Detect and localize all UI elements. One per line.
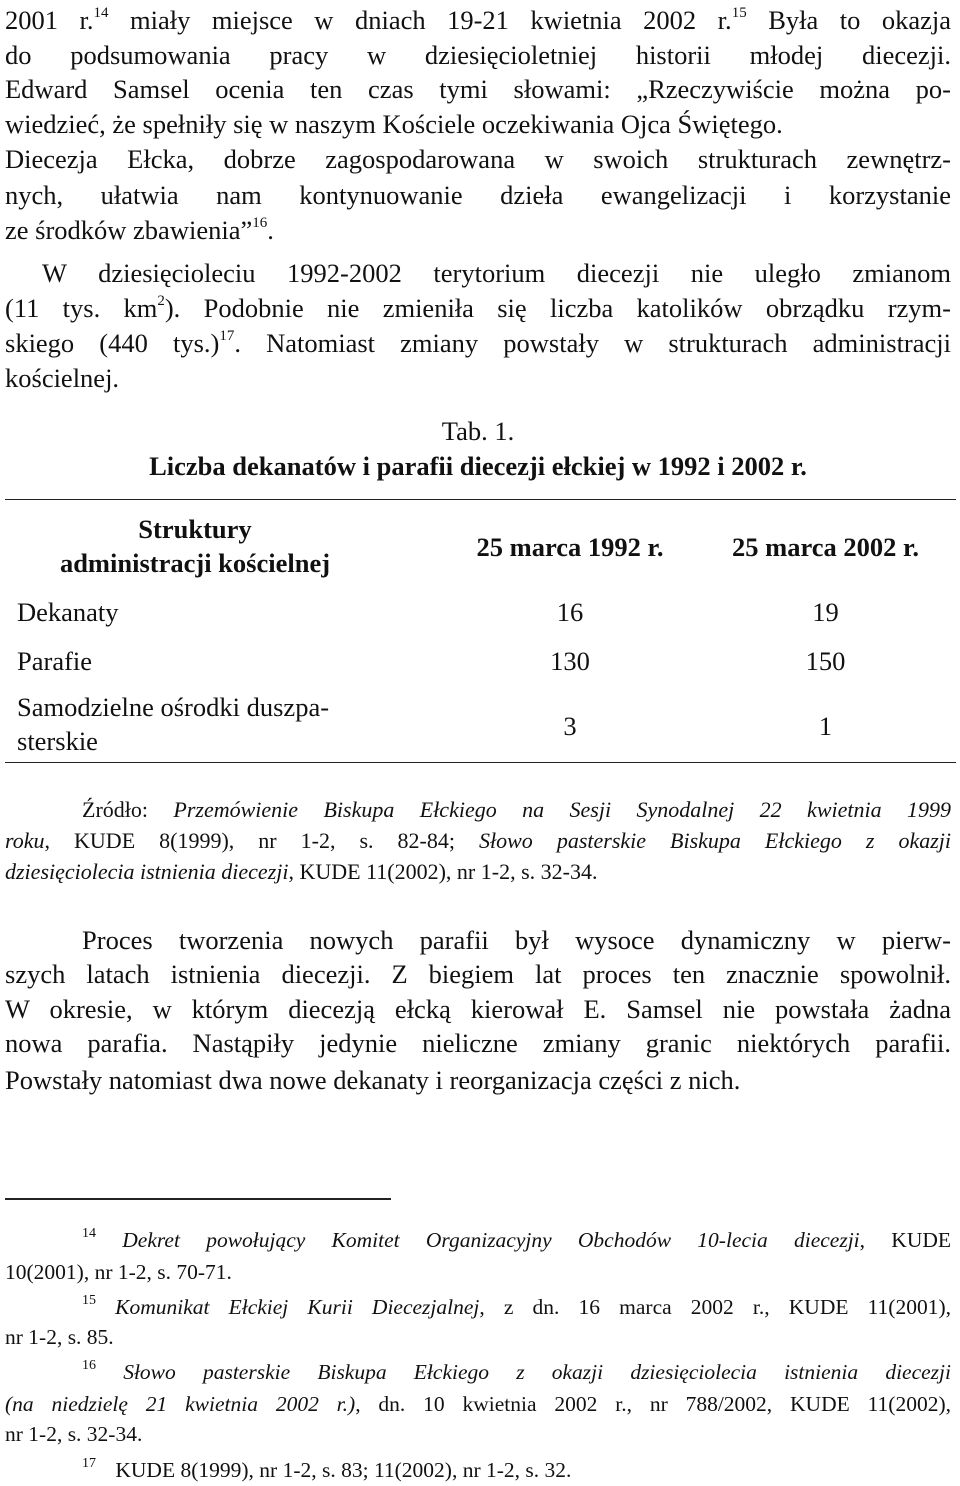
table-header-structures: Struktury administracji kościelnej (59, 514, 331, 578)
footnote-ref[interactable]: 16 (252, 215, 268, 231)
footnote-14-cont: 10(2001), nr 1-2, s. 70-71. (5, 1260, 232, 1284)
table-cell-1992: 130 (550, 646, 590, 676)
table-header-2002: 25 marca 2002 r. (732, 532, 919, 562)
text-line: ze środków zbawienia”$^{16}$. (5, 215, 274, 245)
table-row-label: Parafie (17, 646, 93, 676)
table-cell-1992: 3 (563, 711, 577, 741)
table-cell-2002: 150 (805, 646, 846, 676)
text-line: kościelnej. (5, 363, 120, 393)
table-cell-2002: 19 (812, 597, 839, 627)
data-table (5, 499, 956, 763)
text-line: Proces tworzenia nowych parafii był wysoce dynamiczny w pierw- (82, 925, 951, 955)
footnote-17: $^{17}$ KUDE 8(1999), nr 1-2, s. 83; 11(2002), nr 1-2, s. 32. (82, 1456, 572, 1482)
text-line: W dziesięcioleciu 1992-2002 terytorium diecezji nie uległo zmianom (42, 258, 951, 288)
footnote-ref[interactable]: 14 (93, 5, 109, 21)
text-line: Powstały natomiast dwa nowe dekanaty i reorganizacja części z nich. (5, 1065, 741, 1095)
footnote-14: $^{14}$ Dekret powołujący Komitet Organizacyjny Obchodów 10-lecia diecezji, KUDE (82, 1226, 952, 1252)
table-title: Liczba dekanatów i parafii diecezji ełckiej w 1992 i 2002 r. (149, 451, 807, 481)
footnote-separator (5, 1198, 391, 1200)
table-number: Tab. 1. (441, 416, 515, 446)
source-note: Źródło: Przemówienie Biskupa Ełckiego na Sesji Synodalnej 22 kwietnia 1999 (82, 797, 952, 822)
footnote-15-cont: nr 1-2, s. 85. (5, 1325, 114, 1349)
text-line: nowa parafia. Nastąpiły jedynie nieliczne zmiany granic niektórych parafii. (5, 1028, 951, 1058)
footnote-ref[interactable]: 17 (219, 328, 235, 344)
text-line: Diecezja Ełcka, dobrze zagospodarowana w swoich strukturach zewnętrz- (5, 144, 951, 174)
text-line: 2001 r.$^{14}$ miały miejsce w dniach 19-21 kwietnia 2002 r.$^{15}$ Była to okazja (5, 5, 952, 35)
text-line: skiego (440 tys.)$^{17}$. Natomiast zmiany powstały w strukturach administracji (5, 328, 951, 358)
table-header-1992: 25 marca 1992 r. (476, 532, 664, 562)
footnote-16-cont: (na niedzielę 21 kwietnia 2002 r.), dn. 10 kwietnia 2002 r., nr 788/2002, KUDE 11(2002), (5, 1392, 951, 1416)
text-line: nych, ułatwia nam kontynuowanie dzieła ewangelizacji i korzystanie (5, 180, 951, 210)
text-line: Edward Samsel ocenia ten czas tymi słowami: „Rzeczywiście można po- (5, 74, 951, 104)
footnote-16: $^{16}$ Słowo pasterskie Biskupa Ełckiego z okazji dziesięciolecia istnienia diecezji (82, 1358, 951, 1384)
footnote-ref[interactable]: 15 (731, 5, 747, 21)
text-line: szych latach istnienia diecezji. Z biegiem lat proces ten znacznie spowolnił. (5, 959, 951, 989)
text-line: do podsumowania pracy w dziesięcioletniej historii młodej diecezji. (5, 40, 951, 70)
source-note: dziesięciolecia istnienia diecezji, KUDE 11(2002), nr 1-2, s. 32-34. (5, 859, 598, 884)
table-cell-2002: 1 (818, 711, 833, 741)
table-row-label: Dekanaty (17, 597, 119, 627)
text-line: W okresie, w którym diecezją ełcką kierował E. Samsel nie powstała żadna (5, 994, 951, 1024)
table-cell-1992: 16 (556, 597, 584, 627)
text-line: (11 tys. $km^2$). Podobnie nie zmieniła się liczba katolików obrządku rzym- (5, 293, 951, 323)
text-line: wiedzieć, że spełniły się w naszym Kościele oczekiwania Ojca Świętego. (5, 109, 783, 139)
table-row-label: Samodzielne ośrodki duszpa- sterskie (17, 692, 330, 756)
source-note: roku, KUDE 8(1999), nr 1-2, s. 82-84; Słowo pasterskie Biskupa Ełckiego z okazji (5, 828, 952, 853)
footnote-15: $^{15}$ Komunikat Ełckiej Kurii Diecezjalnej, z dn. 16 marca 2002 r., KUDE 11(2001), (82, 1293, 951, 1319)
footnote-16-cont: nr 1-2, s. 32-34. (5, 1422, 143, 1446)
